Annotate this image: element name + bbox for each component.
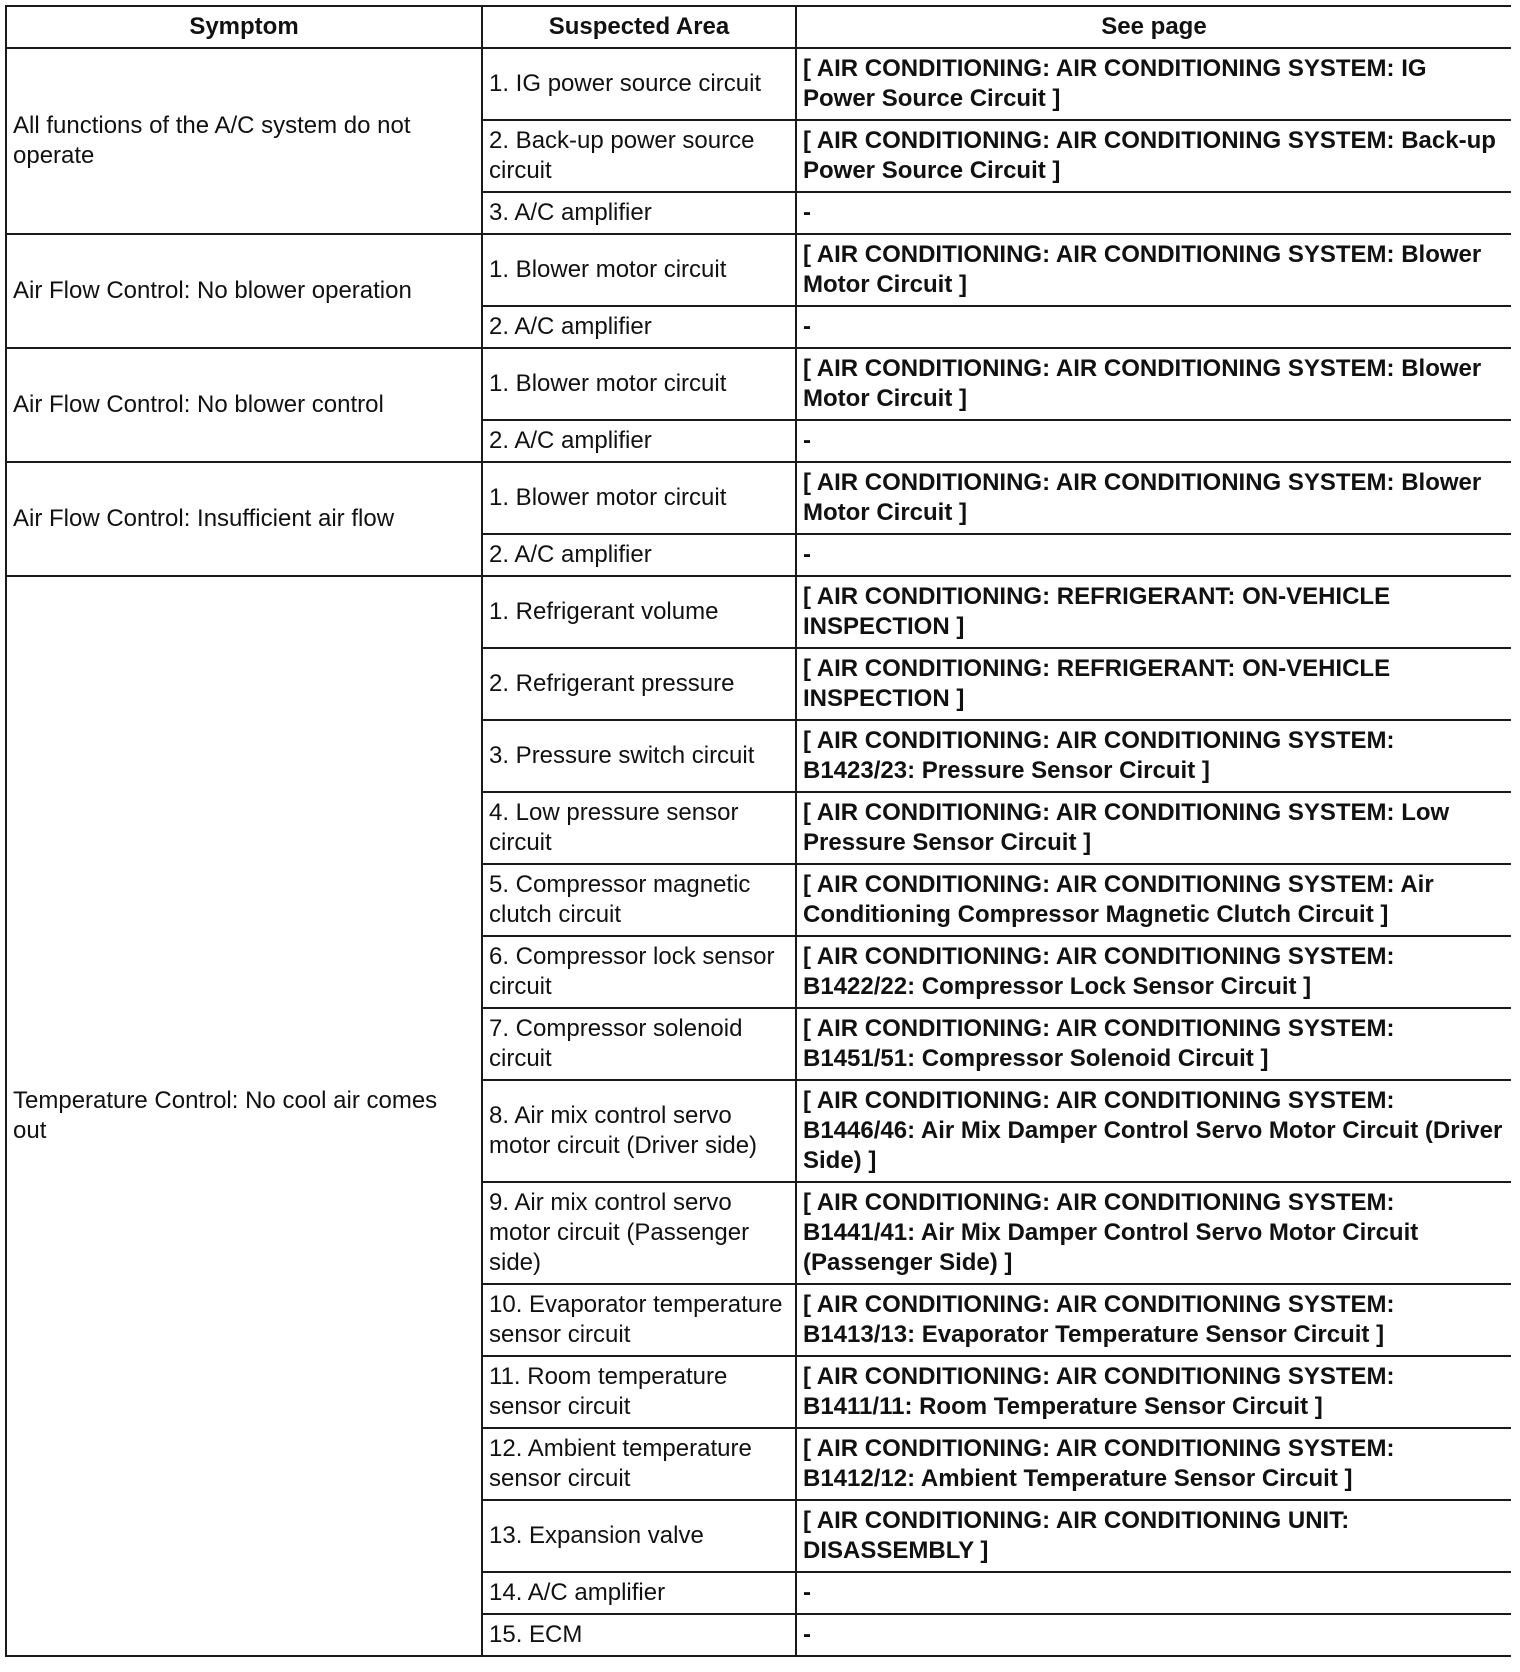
- suspected-area-cell: 13. Expansion valve: [482, 1500, 796, 1572]
- table-row: [6, 576, 1511, 648]
- symptom-cell: Air Flow Control: No blower operation: [6, 234, 482, 348]
- see-page-cell: [ AIR CONDITIONING: AIR CONDITIONING SYSTEM: Blower Motor Circuit ]: [796, 234, 1511, 306]
- problem-symptoms-table: [5, 5, 1511, 1657]
- see-page-cell: [ AIR CONDITIONING: AIR CONDITIONING SYSTEM: Blower Motor Circuit ]: [796, 348, 1511, 420]
- header-row: [6, 6, 1511, 48]
- suspected-area-cell: 6. Compressor lock sensor circuit: [482, 936, 796, 1008]
- suspected-area-cell: 12. Ambient temperature sensor circuit: [482, 1428, 796, 1500]
- table-row: [6, 234, 1511, 306]
- see-page-cell: [ AIR CONDITIONING: AIR CONDITIONING SYSTEM: IG Power Source Circuit ]: [796, 48, 1511, 120]
- see-page-cell: [ AIR CONDITIONING: AIR CONDITIONING SYSTEM: Air Conditioning Compressor Magnetic Clutch Circuit ]: [796, 864, 1511, 936]
- suspected-area-cell: 11. Room temperature sensor circuit: [482, 1356, 796, 1428]
- table-row: [6, 48, 1511, 120]
- suspected-area-cell: 1. IG power source circuit: [482, 48, 796, 120]
- suspected-area-cell: 2. A/C amplifier: [482, 420, 796, 462]
- see-page-cell: [ AIR CONDITIONING: REFRIGERANT: ON-VEHICLE INSPECTION ]: [796, 576, 1511, 648]
- see-page-cell: [ AIR CONDITIONING: AIR CONDITIONING SYSTEM: Back-up Power Source Circuit ]: [796, 120, 1511, 192]
- table-row: [6, 348, 1511, 420]
- suspected-area-cell: 2. A/C amplifier: [482, 534, 796, 576]
- symptom-cell: Temperature Control: No cool air comes out: [6, 576, 482, 1656]
- header-symptom: Symptom: [6, 6, 482, 48]
- suspected-area-cell: 2. A/C amplifier: [482, 306, 796, 348]
- header-suspected-area: Suspected Area: [482, 6, 796, 48]
- see-page-cell: -: [796, 1572, 1511, 1614]
- suspected-area-cell: 10. Evaporator temperature sensor circuit: [482, 1284, 796, 1356]
- suspected-area-cell: 7. Compressor solenoid circuit: [482, 1008, 796, 1080]
- suspected-area-cell: 2. Back-up power source circuit: [482, 120, 796, 192]
- see-page-cell: -: [796, 534, 1511, 576]
- see-page-cell: [ AIR CONDITIONING: AIR CONDITIONING SYSTEM: B1451/51: Compressor Solenoid Circuit ]: [796, 1008, 1511, 1080]
- suspected-area-cell: 15. ECM: [482, 1614, 796, 1656]
- see-page-cell: [ AIR CONDITIONING: AIR CONDITIONING SYSTEM: B1441/41: Air Mix Damper Control Servo Motor Circuit (Passenger Side) ]: [796, 1182, 1511, 1284]
- suspected-area-cell: 8. Air mix control servo motor circuit (Driver side): [482, 1080, 796, 1182]
- see-page-cell: [ AIR CONDITIONING: AIR CONDITIONING UNIT: DISASSEMBLY ]: [796, 1500, 1511, 1572]
- symptom-cell: All functions of the A/C system do not operate: [6, 48, 482, 234]
- suspected-area-cell: 1. Blower motor circuit: [482, 348, 796, 420]
- suspected-area-cell: 1. Blower motor circuit: [482, 462, 796, 534]
- see-page-cell: [ AIR CONDITIONING: AIR CONDITIONING SYSTEM: Blower Motor Circuit ]: [796, 462, 1511, 534]
- suspected-area-cell: 3. A/C amplifier: [482, 192, 796, 234]
- see-page-cell: -: [796, 420, 1511, 462]
- see-page-cell: [ AIR CONDITIONING: AIR CONDITIONING SYSTEM: B1423/23: Pressure Sensor Circuit ]: [796, 720, 1511, 792]
- symptom-cell: Air Flow Control: Insufficient air flow: [6, 462, 482, 576]
- see-page-cell: [ AIR CONDITIONING: AIR CONDITIONING SYSTEM: B1411/11: Room Temperature Sensor Circuit ]: [796, 1356, 1511, 1428]
- see-page-cell: -: [796, 192, 1511, 234]
- suspected-area-cell: 5. Compressor magnetic clutch circuit: [482, 864, 796, 936]
- see-page-cell: [ AIR CONDITIONING: AIR CONDITIONING SYSTEM: B1412/12: Ambient Temperature Sensor Circuit ]: [796, 1428, 1511, 1500]
- see-page-cell: [ AIR CONDITIONING: REFRIGERANT: ON-VEHICLE INSPECTION ]: [796, 648, 1511, 720]
- see-page-cell: -: [796, 306, 1511, 348]
- suspected-area-cell: 1. Blower motor circuit: [482, 234, 796, 306]
- document-page: [5, 5, 1511, 1667]
- see-page-cell: [ AIR CONDITIONING: AIR CONDITIONING SYSTEM: B1422/22: Compressor Lock Sensor Circuit ]: [796, 936, 1511, 1008]
- header-see-page: See page: [796, 6, 1511, 48]
- suspected-area-cell: 4. Low pressure sensor circuit: [482, 792, 796, 864]
- see-page-cell: -: [796, 1614, 1511, 1656]
- see-page-cell: [ AIR CONDITIONING: AIR CONDITIONING SYSTEM: B1413/13: Evaporator Temperature Sensor Circuit ]: [796, 1284, 1511, 1356]
- see-page-cell: [ AIR CONDITIONING: AIR CONDITIONING SYSTEM: B1446/46: Air Mix Damper Control Servo Motor Circuit (Driver Side) ]: [796, 1080, 1511, 1182]
- symptom-cell: Air Flow Control: No blower control: [6, 348, 482, 462]
- suspected-area-cell: 14. A/C amplifier: [482, 1572, 796, 1614]
- see-page-cell: [ AIR CONDITIONING: AIR CONDITIONING SYSTEM: Low Pressure Sensor Circuit ]: [796, 792, 1511, 864]
- table-row: [6, 462, 1511, 534]
- suspected-area-cell: 1. Refrigerant volume: [482, 576, 796, 648]
- suspected-area-cell: 9. Air mix control servo motor circuit (Passenger side): [482, 1182, 796, 1284]
- suspected-area-cell: 3. Pressure switch circuit: [482, 720, 796, 792]
- suspected-area-cell: 2. Refrigerant pressure: [482, 648, 796, 720]
